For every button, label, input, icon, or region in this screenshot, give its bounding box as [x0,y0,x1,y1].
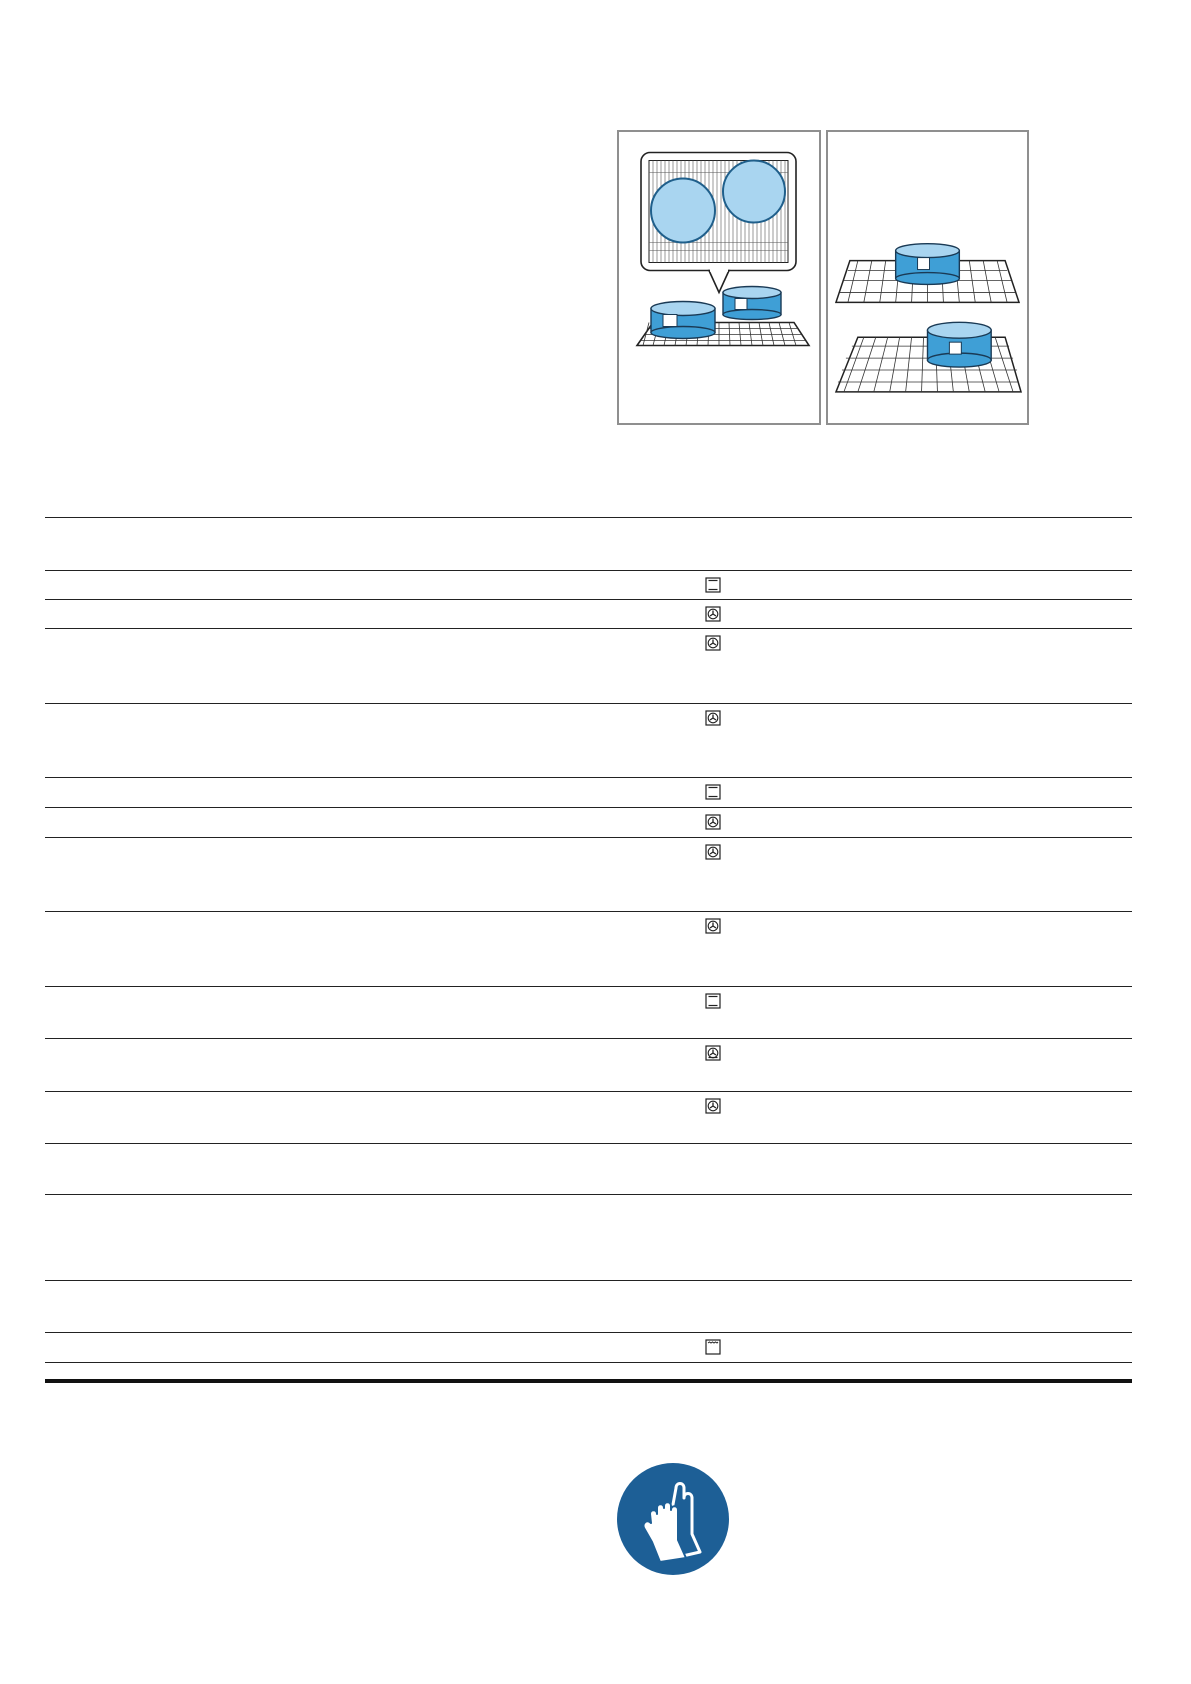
hot-air-icon [705,814,721,830]
illustration-two-shelf-levels [826,130,1029,425]
table-cell [45,518,370,570]
table-row [45,911,1132,986]
table-row [45,777,1132,807]
protective-gloves-icon [616,1462,730,1576]
top-bottom-heating-icon [705,993,721,1009]
table-row [45,1091,1132,1143]
table-row [45,837,1132,911]
table-row [45,570,1132,599]
table-row [45,703,1132,777]
hot-air-icon [705,918,721,934]
table-bottom-rule [45,1379,1132,1383]
table-header-row [45,517,1132,570]
illustration-two-tins-side-by-side [617,130,821,425]
baking-tins-on-rack-illustration [619,132,819,423]
hot-air-icon [705,710,721,726]
table-row [45,807,1132,837]
table-row [45,1332,1132,1362]
table-cell [695,518,804,570]
grill-icon [705,1339,721,1355]
hot-air-icon [705,844,721,860]
table-row [45,599,1132,628]
table-row [45,986,1132,1038]
baking-settings-table [45,517,1132,1397]
table-row [45,1038,1132,1091]
hot-air-icon [705,606,721,622]
table-row [45,1143,1132,1194]
top-bottom-heating-icon [705,784,721,800]
hot-air-icon [705,635,721,651]
table-cell [804,518,1132,570]
baking-tins-on-two-levels-illustration [828,132,1027,423]
table-row [45,1280,1132,1332]
table-cell [370,518,695,570]
table-row [45,1194,1132,1280]
hot-air-icon [705,1098,721,1114]
top-bottom-heating-icon [705,577,721,593]
pizza-setting-icon [705,1045,721,1061]
table-row [45,628,1132,703]
